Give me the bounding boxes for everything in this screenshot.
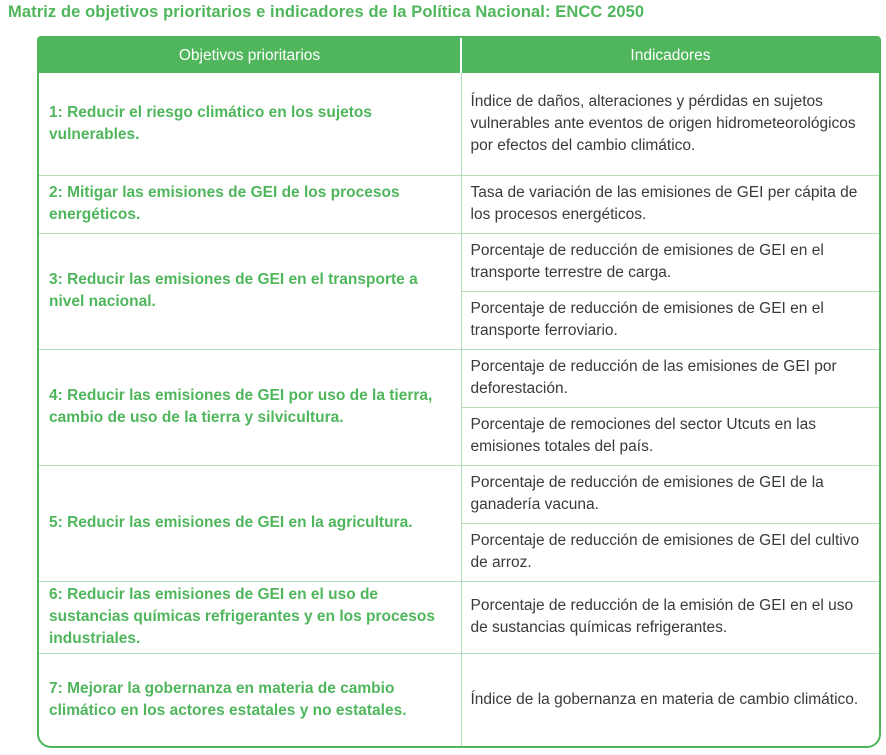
table-row [39, 653, 879, 746]
table-row [39, 349, 879, 407]
indicator-cell [461, 349, 879, 407]
indicator-cell [461, 523, 879, 581]
indicator-text: Índice de la gobernanza en materia de cambio climático. [470, 690, 859, 708]
indicator-cell [461, 653, 879, 746]
objective-text: 7: Mejorar la gobernanza en materia de cambio climático en los actores estatales y no estatales. [49, 679, 407, 719]
objective-text: 4: Reducir las emisiones de GEI por uso de la tierra, cambio de uso de la tierra y silvicultura. [49, 387, 433, 426]
indicator-text: Porcentaje de reducción de emisiones de GEI en el transporte ferroviario. [470, 300, 824, 339]
indicator-text: Porcentaje de reducción de emisiones de GEI de la ganadería vacuna. [470, 474, 824, 513]
objective-cell [39, 349, 461, 465]
indicator-cell [461, 73, 879, 175]
table-row [39, 233, 879, 291]
table-row [39, 73, 879, 175]
objective-cell [39, 73, 461, 175]
indicator-cell [461, 291, 879, 349]
indicator-cell [461, 581, 879, 653]
objective-text: 1: Reducir el riesgo climático en los sujetos vulnerables. [49, 103, 373, 143]
objective-cell [39, 653, 461, 746]
objective-text: 3: Reducir las emisiones de GEI en el transporte a nivel nacional. [49, 271, 418, 310]
objective-text: 5: Reducir las emisiones de GEI en la agricultura. [49, 514, 413, 531]
indicator-text: Porcentaje de reducción de la emisión de GEI en el uso de sustancias químicas refrigerantes. [470, 597, 854, 636]
indicator-text: Porcentaje de reducción de las emisiones de GEI por deforestación. [470, 358, 837, 397]
objectives-indicators-table [37, 36, 881, 748]
indicator-text: Índice de daños, alteraciones y pérdidas en sujetos vulnerables ante eventos de origen hidrometeorológicos por efectos del cambio climático. [470, 92, 856, 154]
indicator-cell [461, 233, 879, 291]
page-title: Matriz de objetivos prioritarios e indicadores de la Política Nacional: ENCC 2050 [8, 3, 645, 21]
indicator-text: Porcentaje de reducción de emisiones de GEI del cultivo de arroz. [470, 532, 860, 571]
objective-cell [39, 175, 461, 233]
table-header-row [39, 38, 879, 73]
table-row [39, 465, 879, 523]
indicator-text: Porcentaje de remociones del sector Utcuts en las emisiones totales del país. [470, 416, 816, 455]
objective-text: 6: Reducir las emisiones de GEI en el uso de sustancias químicas refrigerantes y en los procesos industriales. [49, 586, 435, 647]
indicator-text: Tasa de variación de las emisiones de GEI per cápita de los procesos energéticos. [470, 184, 858, 223]
indicator-text: Porcentaje de reducción de emisiones de GEI en el transporte terrestre de carga. [470, 242, 824, 281]
indicator-cell [461, 465, 879, 523]
indicator-cell [461, 407, 879, 465]
indicator-cell [461, 175, 879, 233]
table-row [39, 175, 879, 233]
header-objectives: Objetivos prioritarios [39, 38, 461, 73]
objective-cell [39, 465, 461, 581]
table-row [39, 581, 879, 653]
objective-cell [39, 233, 461, 349]
header-indicators: Indicadores [461, 38, 879, 73]
objective-text: 2: Mitigar las emisiones de GEI de los procesos energéticos. [49, 184, 400, 223]
objective-cell [39, 581, 461, 653]
